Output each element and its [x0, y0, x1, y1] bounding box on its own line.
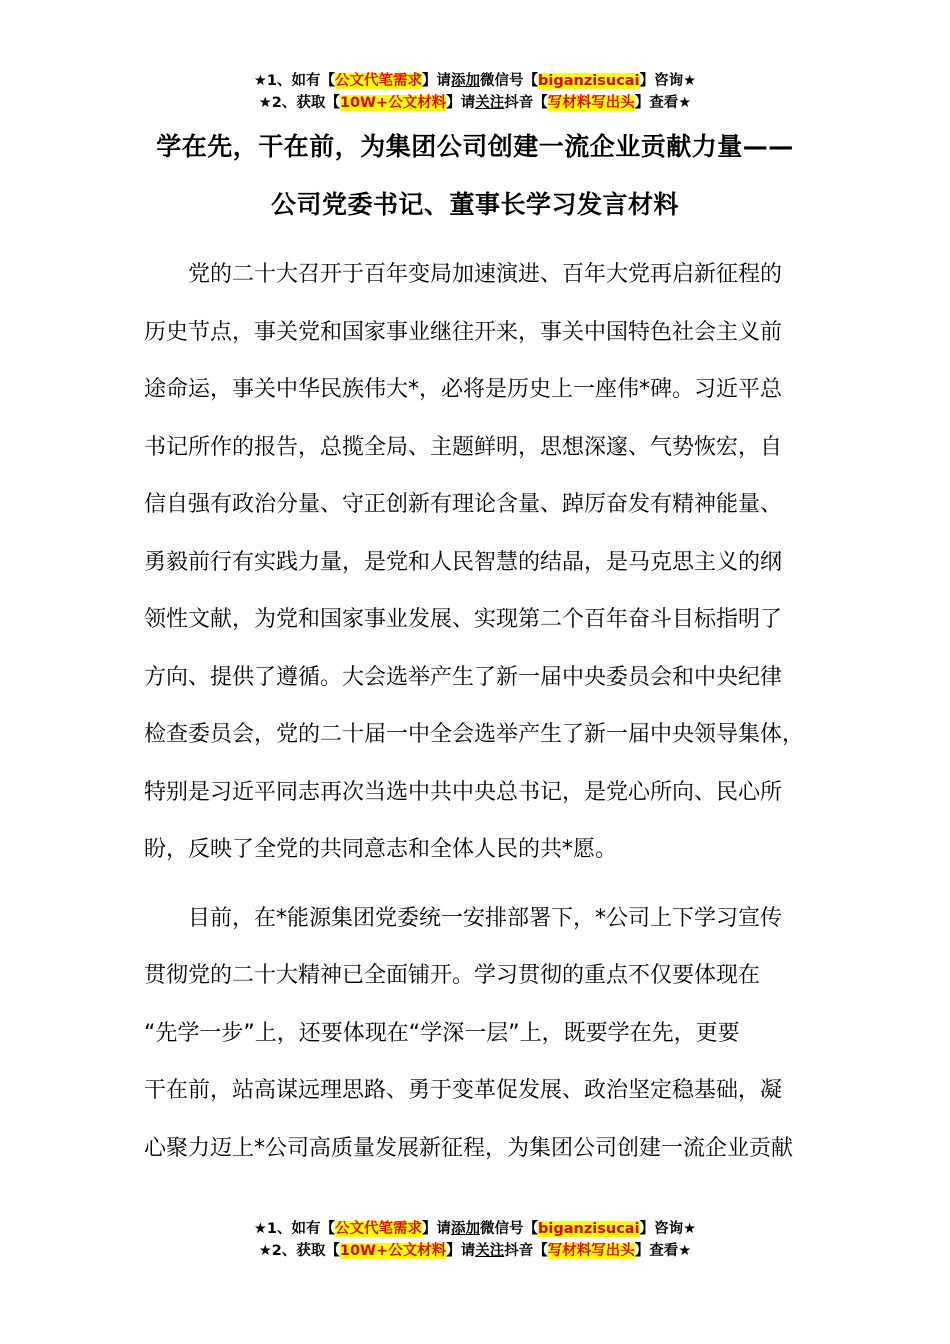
promo-highlight: 10W+公文材料 [339, 95, 447, 111]
promo-text: 】请 [422, 73, 452, 89]
promo-text: 】请 [446, 95, 476, 111]
text-line: 目前，在*能源集团党委统一安排部署下，*公司上下学习宣传 [188, 905, 783, 931]
text-line: 勇毅前行有实践力量，是党和人民智慧的结晶，是马克思主义的纲 [144, 549, 783, 575]
promo-footer [0, 1218, 950, 1262]
promo-douyin-account: 写材料写出头 [547, 95, 635, 111]
text-line: 历史节点，事关党和国家事业继往开来，事关中国特色社会主义前 [144, 319, 783, 345]
document-title: 学在先，干在前，为集团公司创建一流企业贡献力量—— [156, 132, 794, 161]
promo-line-2 [0, 92, 950, 114]
promo-underlined: 添加 [451, 1221, 481, 1237]
promo-text: ★2、获取【 [258, 95, 340, 111]
promo-text: 】咨询★ [639, 1221, 697, 1237]
text-line: 心聚力迈上*公司高质量发展新征程，为集团公司创建一流企业贡献 [144, 1135, 794, 1161]
text-line: “先学一步”上，还要体现在“学深一层”上，既要学在先，更要 [144, 1020, 740, 1046]
promo-highlight: 公文代笔需求 [335, 1221, 423, 1237]
paragraph-2 [144, 890, 824, 1178]
promo-text: ★1、如有【 [253, 73, 336, 89]
promo-text: 】咨询★ [639, 73, 697, 89]
text-line: 途命运，事关中华民族伟大*，必将是历史上一座伟*碑。习近平总 [144, 377, 783, 402]
promo-text: 】查看★ [634, 1243, 692, 1259]
promo-douyin-account: 写材料写出头 [547, 1243, 635, 1259]
text-line: 书记所作的报告，总揽全局、主题鲜明，思想深邃、气势恢宏，自 [144, 434, 783, 460]
text-line: 盼，反映了全党的共同意志和全体人民的共*愿。 [144, 837, 618, 862]
promo-line-1 [0, 1218, 950, 1240]
text-line: 党的二十大召开于百年变局加速演进、百年大党再启新征程的 [188, 262, 783, 287]
text-line: 信自强有政治分量、守正创新有理论含量、踔厉奋发有精神能量、 [144, 492, 783, 517]
text-line: 特别是习近平同志再次当选中共中央总书记，是党心所向、民心所 [144, 779, 783, 805]
promo-underlined: 添加 [451, 73, 481, 89]
promo-header [0, 70, 950, 114]
text-line: 方向、提供了遵循。大会选举产生了新一届中央委员会和中央纪律 [144, 664, 783, 690]
promo-text: 抖音【 [504, 1243, 548, 1259]
document-subtitle: 公司党委书记、董事长学习发言材料 [270, 190, 679, 219]
promo-text: ★1、如有【 [253, 1221, 336, 1237]
promo-highlight: 10W+公文材料 [339, 1243, 447, 1259]
promo-text: 】请 [446, 1243, 476, 1259]
promo-text: 微信号【 [480, 73, 539, 89]
promo-line-1 [0, 70, 950, 92]
promo-wechat-id: biganzisucai [538, 73, 640, 89]
text-line: 贯彻党的二十大精神已全面铺开。学习贯彻的重点不仅要体现在 [144, 963, 761, 988]
paragraph-1 [144, 246, 824, 879]
promo-line-2 [0, 1240, 950, 1262]
document-body [144, 246, 824, 1177]
promo-text: 】请 [422, 1221, 452, 1237]
promo-highlight: 公文代笔需求 [335, 73, 423, 89]
promo-underlined: 关注 [475, 1243, 505, 1259]
text-line: 干在前，站高谋远理思路、勇于变革促发展、政治坚定稳基础，凝 [144, 1078, 783, 1103]
promo-text: 微信号【 [480, 1221, 539, 1237]
promo-wechat-id: biganzisucai [538, 1221, 640, 1237]
text-line: 检查委员会，党的二十届一中全会选举产生了新一届中央领导集体， [144, 722, 805, 747]
text-line: 领性文献，为党和国家事业发展、实现第二个百年奋斗目标指明了 [144, 607, 783, 632]
promo-text: 抖音【 [504, 95, 548, 111]
promo-text: 】查看★ [634, 95, 692, 111]
promo-underlined: 关注 [475, 95, 505, 111]
promo-text: ★2、获取【 [258, 1243, 340, 1259]
